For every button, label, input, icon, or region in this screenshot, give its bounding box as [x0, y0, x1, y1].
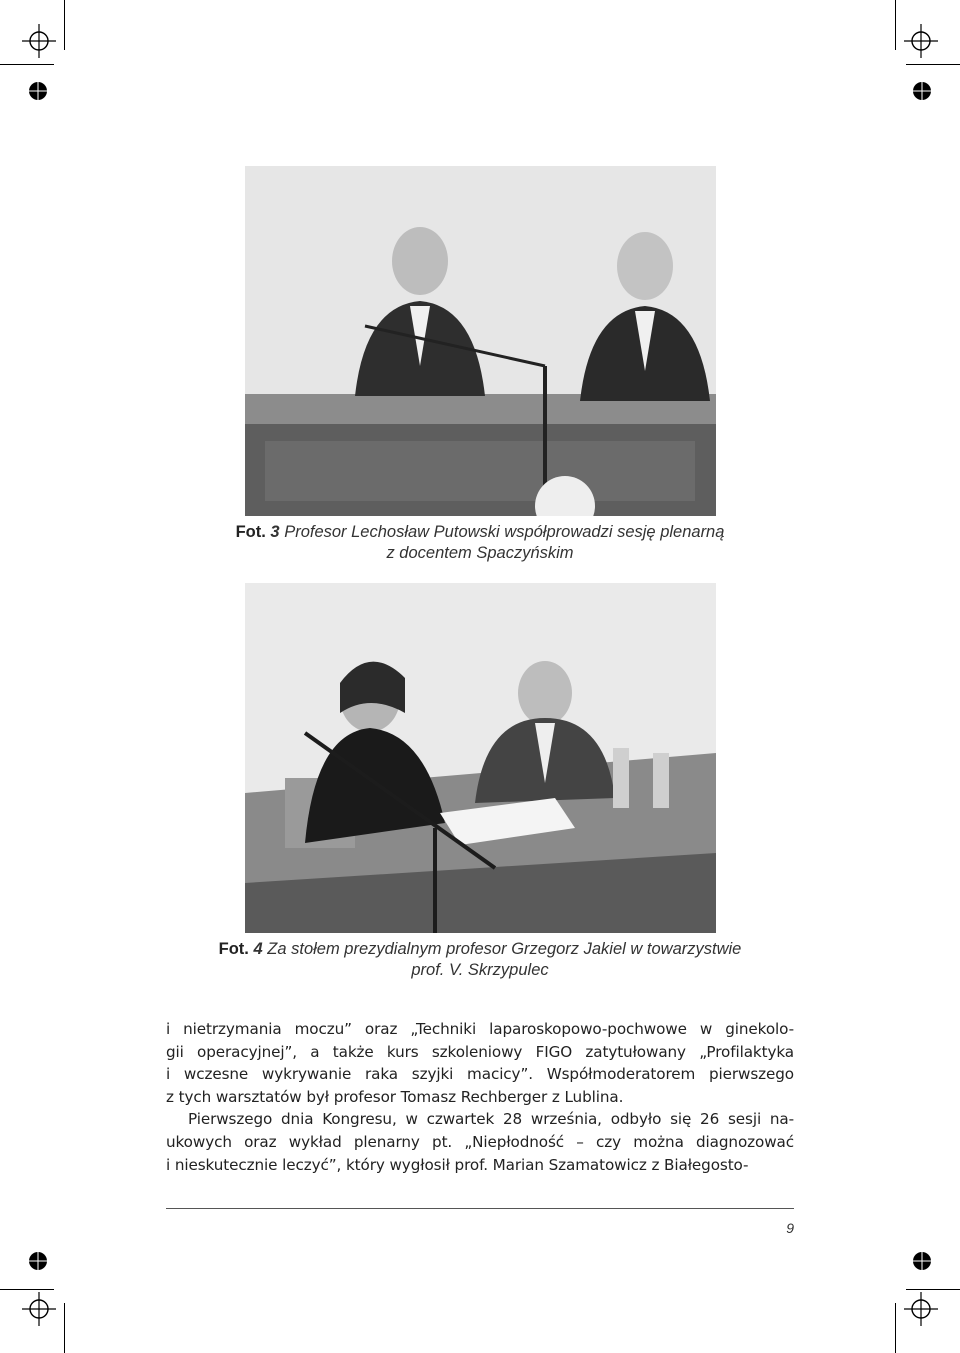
footer-rule — [166, 1208, 794, 1209]
caption-fig4-line1 — [0, 939, 960, 960]
caption-fig3-line2: z docentem Spaczyńskim — [386, 544, 574, 562]
body-line-7: i nieskutecznie leczyć”, który wygłosił prof. Marian Szamatowicz z Białegosto- — [166, 1155, 749, 1174]
caption-fig3-number: 3 — [270, 523, 280, 541]
trim-line-top-right-horizontal — [906, 64, 960, 65]
page-number: 9 — [786, 1220, 794, 1236]
body-line-1: i nietrzymania moczu” oraz „Techniki laparoskopowo-pochwowe w ginekolo- — [166, 1020, 794, 1038]
bullseye-mark-right-bottom — [911, 1250, 933, 1272]
registration-mark-top-right — [904, 24, 938, 58]
trim-line-bottom-left-vertical — [64, 1303, 65, 1353]
body-line-6: ukowych oraz wykład plenarny pt. „Niepłodność – czy można diagnozować — [166, 1132, 794, 1151]
trim-line-bottom-right-vertical — [895, 1303, 896, 1353]
registration-mark-bottom-right — [904, 1292, 938, 1326]
caption-fig3-text: Profesor Lechosław Putowski współprowadzi sesję plenarną — [284, 523, 725, 541]
body-line-4: z tych warsztatów był profesor Tomasz Rechberger z Lublina. — [166, 1087, 624, 1106]
body-line-2: gii operacyjnej”, a także kurs szkoleniowy FIGO zatytułowany „Profilaktyka — [166, 1042, 794, 1061]
body-paragraphs — [166, 1018, 794, 1176]
trim-line-top-right-vertical — [895, 0, 896, 50]
photo-fig3 — [245, 166, 716, 516]
bullseye-mark-right-top — [911, 80, 933, 102]
bullseye-mark-left-top — [27, 80, 49, 102]
photo-fig4 — [245, 583, 716, 933]
registration-mark-bottom-left — [22, 1292, 56, 1326]
caption-fig4 — [0, 939, 960, 981]
caption-fig4-number: 4 — [253, 940, 263, 958]
body-line-5: Pierwszego dnia Kongresu, w czwartek 28 września, odbyło się 26 sesji na- — [188, 1110, 794, 1129]
caption-fig3 — [0, 522, 960, 564]
caption-fig4-label: Fot. — [218, 940, 249, 958]
trim-line-bottom-left-horizontal — [0, 1289, 54, 1290]
registration-mark-top-left — [22, 24, 56, 58]
caption-fig3-label: Fot. — [235, 523, 266, 541]
trim-line-bottom-right-horizontal — [906, 1289, 960, 1290]
caption-fig4-line2: prof. V. Skrzypulec — [411, 961, 549, 979]
trim-line-top-left-horizontal — [0, 64, 54, 65]
caption-fig4-text: Za stołem prezydialnym profesor Grzegorz Jakiel w towarzystwie — [267, 940, 742, 958]
trim-line-top-left-vertical — [64, 0, 65, 50]
caption-fig3-line1 — [0, 522, 960, 543]
body-line-3: i wczesne wykrywanie raka szyjki macicy”. Współmoderatorem pierwszego — [166, 1065, 794, 1084]
bullseye-mark-left-bottom — [27, 1250, 49, 1272]
